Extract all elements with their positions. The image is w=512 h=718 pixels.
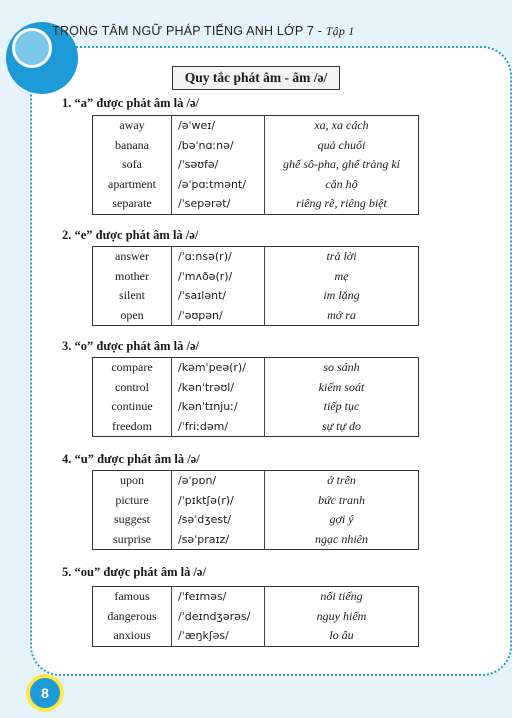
- running-header: [52, 24, 354, 39]
- header-volume: Tập 1: [325, 24, 355, 38]
- ipa-cell: /ˈfriːdəm/: [172, 417, 265, 437]
- word-cell: away: [93, 116, 172, 136]
- ipa-cell: /kənˈtrəʊl/: [172, 378, 265, 398]
- ipa-cell: /səˈdʒest/: [172, 510, 265, 530]
- ipa-cell: /əˈpɒn/: [172, 471, 265, 491]
- word-cell: upon: [93, 471, 172, 491]
- word-cell: picture: [93, 491, 172, 511]
- table-row: [93, 378, 419, 398]
- word-table: [92, 586, 419, 647]
- word-cell: famous: [93, 587, 172, 607]
- table-row: [93, 306, 419, 326]
- meaning-cell: xa, xa cách: [314, 118, 369, 133]
- meaning-cell: so sánh: [323, 360, 360, 375]
- ipa-cell: /əˈweɪ/: [172, 116, 265, 136]
- word-cell: silent: [93, 286, 172, 306]
- ipa-cell: /ˈmʌðə(r)/: [172, 267, 265, 287]
- ipa-cell: /ˈsepərət/: [172, 194, 265, 214]
- word-cell: open: [93, 306, 172, 326]
- word-cell: answer: [93, 247, 172, 267]
- meaning-cell: nổi tiếng: [320, 589, 363, 604]
- ipa-cell: /kənˈtɪnjuː/: [172, 397, 265, 417]
- word-cell: suggest: [93, 510, 172, 530]
- word-cell: sofa: [93, 155, 172, 175]
- page-number: 8: [30, 678, 60, 708]
- table-row: [93, 136, 419, 156]
- ipa-cell: /ˈɑːnsə(r)/: [172, 247, 265, 267]
- meaning-cell: mẹ: [334, 268, 349, 283]
- word-table: [92, 470, 419, 550]
- word-cell: apartment: [93, 175, 172, 195]
- section-title: 1. “a” được phát âm là /ə/: [62, 96, 199, 110]
- table-row: [93, 530, 419, 550]
- main-title: Quy tắc phát âm - âm /ə/: [172, 66, 340, 90]
- word-cell: dangerous: [93, 607, 172, 627]
- word-cell: mother: [93, 267, 172, 287]
- meaning-cell: ghế sô-pha, ghế tràng kỉ: [283, 157, 400, 172]
- table-row: [93, 286, 419, 306]
- ipa-cell: /ˈæŋkʃəs/: [172, 626, 265, 646]
- section-title: 5. “ou” được phát âm là /ə/: [62, 565, 206, 579]
- word-cell: compare: [93, 358, 172, 378]
- meaning-cell: ngạc nhiên: [315, 531, 368, 546]
- meaning-cell: riêng rẽ, riêng biệt: [296, 196, 387, 211]
- ipa-cell: /səˈpraɪz/: [172, 530, 265, 550]
- section-title: 3. “o” được phát âm là /ə/: [62, 339, 199, 353]
- ipa-cell: /kəmˈpeə(r)/: [172, 358, 265, 378]
- table-row: [93, 491, 419, 511]
- meaning-cell: kiểm soát: [318, 379, 365, 394]
- ipa-cell: /ˈəʊpən/: [172, 306, 265, 326]
- table-row: [93, 116, 419, 136]
- section-title: 2. “e” được phát âm là /ə/: [62, 228, 199, 242]
- table-row: [93, 155, 419, 175]
- table-row: [93, 626, 419, 646]
- table-row: [93, 510, 419, 530]
- ipa-cell: /ˈfeɪməs/: [172, 587, 265, 607]
- word-table: [92, 246, 419, 326]
- word-cell: anxious: [93, 626, 172, 646]
- ipa-cell: /ˈpɪktʃə(r)/: [172, 491, 265, 511]
- meaning-cell: quả chuối: [317, 137, 366, 152]
- word-cell: continue: [93, 397, 172, 417]
- meaning-cell: bức tranh: [318, 492, 365, 507]
- word-cell: banana: [93, 136, 172, 156]
- table-row: [93, 417, 419, 437]
- word-table: [92, 115, 419, 215]
- meaning-cell: trả lời: [326, 249, 357, 264]
- table-row: [93, 587, 419, 607]
- meaning-cell: căn hộ: [325, 176, 358, 191]
- word-cell: control: [93, 378, 172, 398]
- table-row: [93, 471, 419, 491]
- table-row: [93, 397, 419, 417]
- meaning-cell: gợi ý: [329, 512, 354, 527]
- word-table: [92, 357, 419, 437]
- ipa-cell: /ˈsaɪlənt/: [172, 286, 265, 306]
- ipa-cell: /bəˈnɑːnə/: [172, 136, 265, 156]
- word-cell: surprise: [93, 530, 172, 550]
- meaning-cell: sự tự do: [321, 418, 362, 433]
- corner-ring: [12, 28, 52, 68]
- footer-strip: [64, 694, 512, 704]
- table-row: [93, 358, 419, 378]
- section-title: 4. “u” được phát âm là /ə/: [62, 452, 200, 466]
- table-row: [93, 194, 419, 214]
- word-cell: freedom: [93, 417, 172, 437]
- word-cell: separate: [93, 194, 172, 214]
- meaning-cell: lo âu: [329, 628, 354, 643]
- meaning-cell: tiếp tục: [323, 399, 360, 414]
- header-title: TRỌNG TÂM NGỮ PHÁP TIẾNG ANH LỚP 7 -: [52, 24, 326, 38]
- ipa-cell: /əˈpɑːtmənt/: [172, 175, 265, 195]
- table-row: [93, 175, 419, 195]
- table-row: [93, 247, 419, 267]
- table-row: [93, 267, 419, 287]
- ipa-cell: /ˈdeɪndʒərəs/: [172, 607, 265, 627]
- table-row: [93, 607, 419, 627]
- meaning-cell: mở ra: [327, 307, 356, 322]
- meaning-cell: ở trên: [327, 473, 356, 488]
- meaning-cell: nguy hiểm: [316, 608, 367, 623]
- ipa-cell: /ˈsəʊfə/: [172, 155, 265, 175]
- meaning-cell: im lặng: [323, 288, 360, 303]
